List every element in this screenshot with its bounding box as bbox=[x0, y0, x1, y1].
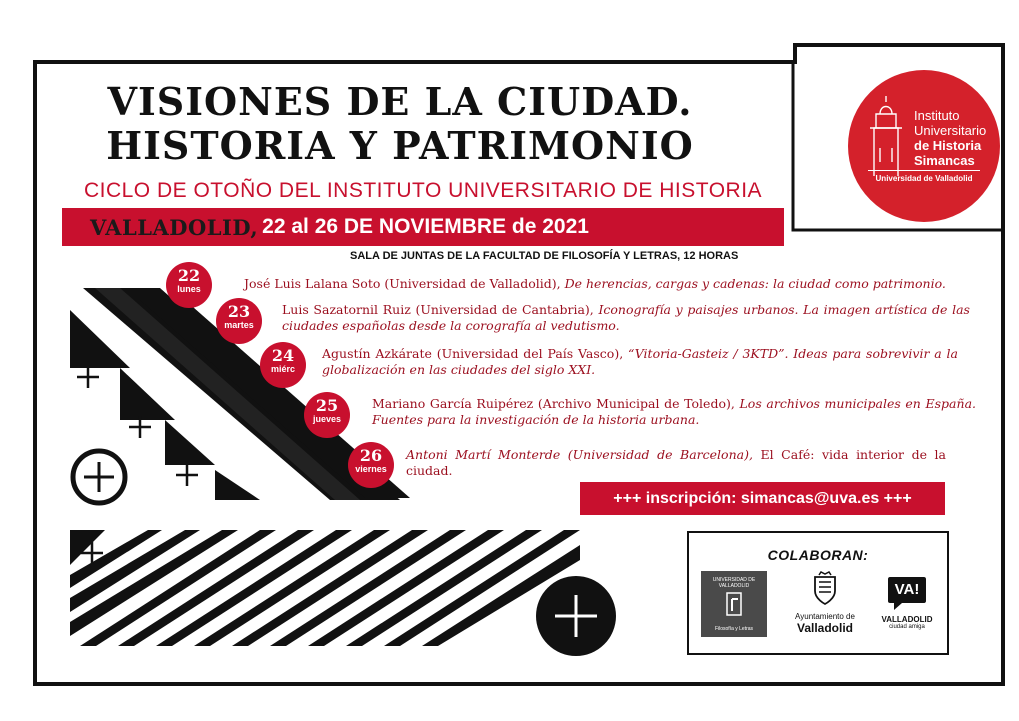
plus-icon bbox=[176, 464, 198, 486]
date-bar bbox=[62, 208, 784, 246]
day-weekday: lunes bbox=[177, 284, 201, 294]
day-weekday: miérc bbox=[270, 364, 296, 374]
logo-footer: Universidad de Valladolid bbox=[875, 174, 973, 183]
speaker: Mariano García Ruipérez (Archivo Municipal de Toledo), bbox=[372, 396, 735, 411]
speaker: Luis Sazatornil Ruiz (Universidad de Cantabria), bbox=[282, 302, 594, 317]
collaborators-box bbox=[687, 531, 949, 655]
program-item bbox=[372, 396, 976, 428]
plus-icon bbox=[77, 366, 99, 388]
day-number: 22 bbox=[177, 266, 201, 285]
faculty-logo bbox=[701, 571, 767, 637]
day-badge-23 bbox=[216, 298, 262, 344]
day-number: 25 bbox=[315, 396, 339, 415]
title-line-1: VISIONES DE LA CIUDAD. bbox=[107, 79, 693, 124]
va-badge: VA! bbox=[894, 581, 920, 598]
talk-title: El Café: vida interior de la ciudad. bbox=[406, 447, 946, 478]
subtitle: CICLO DE OTOÑO DEL INSTITUTO UNIVERSITARIO DE HISTORIA bbox=[83, 179, 763, 202]
city-name: VALLADOLID, bbox=[90, 214, 259, 240]
day-badge-22 bbox=[166, 262, 212, 308]
talk-title: De herencias, cargas y cadenas: la ciudad como patrimonio. bbox=[564, 276, 946, 291]
day-number: 23 bbox=[227, 302, 251, 321]
plus-icon bbox=[81, 542, 103, 564]
ayuntamiento-line-2: Valladolid bbox=[796, 621, 853, 635]
day-weekday: martes bbox=[224, 320, 254, 330]
logo-line-2: Universitario bbox=[914, 123, 987, 138]
talk-title: Iconografía y paisajes urbanos. La imagen artística de las ciudades españolas desde la corografía al vedutismo. bbox=[282, 302, 970, 333]
faculty-logo-top: UNIVERSIDAD DE VALLADOLID bbox=[712, 577, 756, 589]
talk-title: Los archivos municipales en España. Fuentes para la investigación de la historia urbana. bbox=[372, 396, 976, 427]
day-badge-25 bbox=[304, 392, 350, 438]
day-number: 24 bbox=[271, 346, 295, 365]
ayuntamiento-logo bbox=[785, 571, 865, 641]
day-badge-26 bbox=[348, 442, 394, 488]
plus-icon bbox=[129, 416, 151, 438]
title-line-2: HISTORIA Y PATRIMONIO bbox=[106, 123, 694, 168]
tower-icon bbox=[860, 88, 912, 178]
ayuntamiento-line-1: Ayuntamiento de bbox=[795, 612, 855, 621]
program-item bbox=[322, 346, 958, 378]
institute-logo bbox=[848, 70, 1000, 222]
speaker: Agustín Azkárate (Universidad del País Vasco), bbox=[322, 346, 624, 361]
program-item bbox=[282, 302, 970, 334]
inscription-email-link[interactable]: +++ inscripción: simancas@uva.es +++ bbox=[580, 482, 945, 515]
program-item bbox=[406, 447, 946, 479]
day-number: 26 bbox=[359, 446, 383, 465]
venue: SALA DE JUNTAS DE LA FACULTAD DE FILOSOFÍA Y LETRAS, 12 HORAS bbox=[350, 250, 739, 262]
talk-title: “Vitoria-Gasteiz / 3KTD”. Ideas para sobrevivir a la globalización en las ciudades del siglo XXI. bbox=[322, 346, 958, 377]
coat-of-arms-icon bbox=[807, 571, 843, 607]
collaborators-title: COLABORAN: bbox=[767, 547, 869, 563]
circled-plus-icon bbox=[535, 575, 617, 657]
day-badge-24 bbox=[260, 342, 306, 388]
speaker: Antoni Martí Monterde (Universidad de Barcelona), bbox=[406, 447, 753, 462]
day-weekday: jueves bbox=[312, 414, 342, 424]
faculty-logo-bottom: Filosofía y Letras bbox=[714, 626, 754, 632]
speaker: José Luis Lalana Soto (Universidad de Valladolid), bbox=[244, 276, 561, 291]
logo-line-3: de Historia bbox=[914, 138, 982, 153]
logo-line-1: Instituto bbox=[914, 108, 960, 123]
logo-line-4: Simancas bbox=[914, 153, 975, 168]
va-line-2: ciudad amiga bbox=[889, 624, 925, 630]
va-logo bbox=[875, 575, 939, 641]
program-item bbox=[244, 276, 976, 292]
circled-plus-icon bbox=[70, 448, 128, 506]
va-line-1: VALLADOLID bbox=[881, 615, 933, 624]
faculty-emblem-icon bbox=[723, 591, 745, 617]
event-dates: 22 al 26 DE NOVIEMBRE de 2021 bbox=[262, 215, 589, 238]
day-weekday: viernes bbox=[355, 464, 387, 474]
